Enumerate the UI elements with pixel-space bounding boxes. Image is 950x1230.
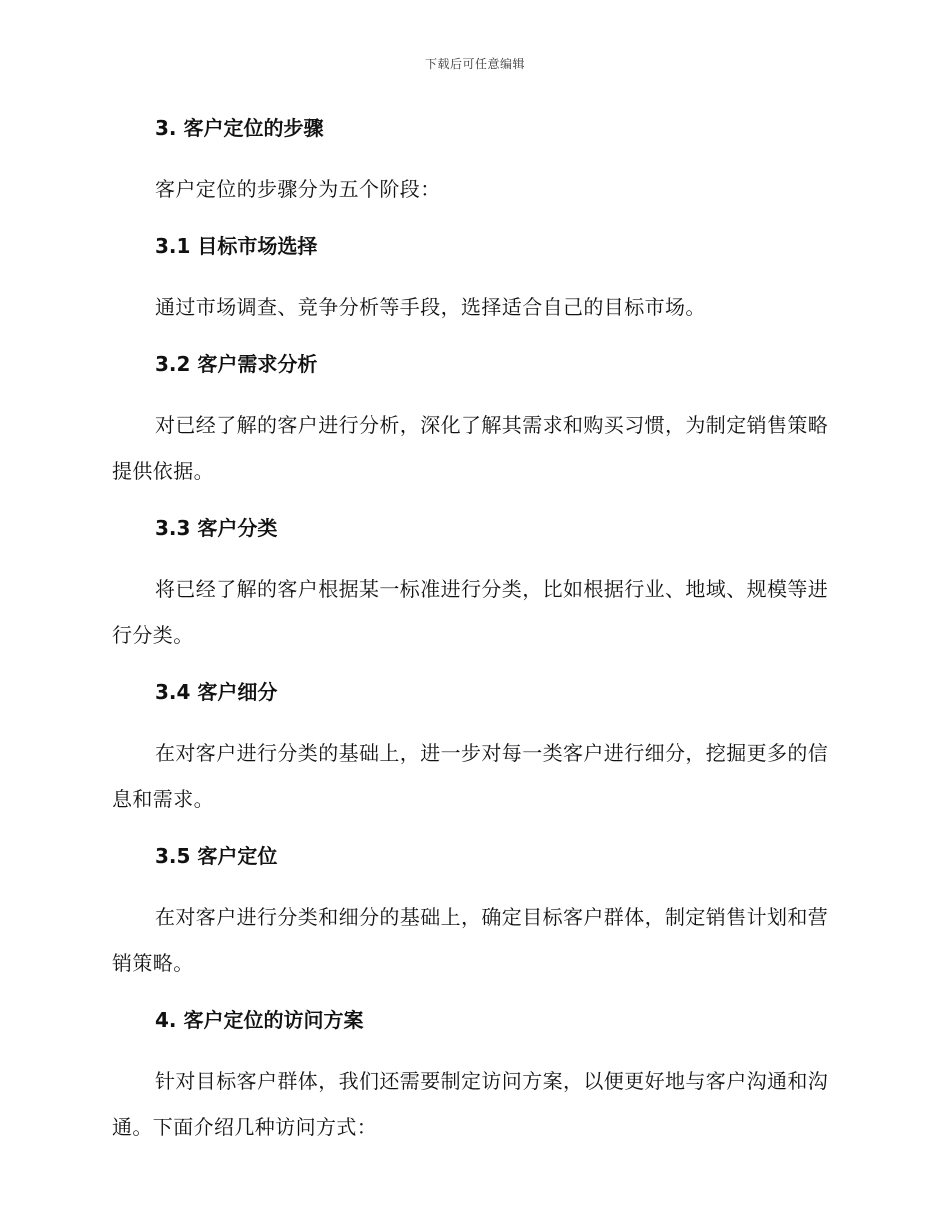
- spacer: [112, 330, 832, 346]
- spacer: [112, 212, 832, 228]
- section-3-1-paragraph: 通过市场调查、竞争分析等手段，选择适合自己的目标市场。: [155, 295, 706, 319]
- spacer: [112, 710, 832, 730]
- spacer: [112, 986, 832, 1002]
- section-4-heading: 4. 客户定位的访问方案: [155, 1008, 364, 1032]
- section-3-intro: 客户定位的步骤分为五个阶段：: [155, 177, 441, 201]
- section-3-5-paragraph: 在对客户进行分类和细分的基础上，确定目标客户群体，制定销售计划和营销策略。: [112, 905, 829, 975]
- spacer: [112, 264, 832, 284]
- spacer: [112, 874, 832, 894]
- spacer: [112, 1038, 832, 1058]
- spacer: [112, 658, 832, 674]
- spacer: [112, 822, 832, 838]
- header-note: 下载后可任意编辑: [424, 57, 525, 71]
- spacer: [112, 494, 832, 510]
- spacer: [112, 546, 832, 566]
- section-3-3-paragraph: 将已经了解的客户根据某一标准进行分类，比如根据行业、地域、规模等进行分类。: [112, 577, 829, 647]
- spacer: [112, 146, 832, 166]
- section-3-2-paragraph: 对已经了解的客户进行分析，深化了解其需求和购买习惯，为制定销售策略提供依据。: [112, 413, 829, 483]
- spacer: [112, 382, 832, 402]
- section-3-5-heading: 3.5 客户定位: [155, 844, 278, 868]
- section-4-paragraph: 针对目标客户群体，我们还需要制定访问方案，以便更好地与客户沟通和沟通。下面介绍几种访问方式：: [112, 1069, 829, 1139]
- section-3-3-heading: 3.3 客户分类: [155, 516, 278, 540]
- document-body: [112, 110, 832, 1150]
- section-3-4-heading: 3.4 客户细分: [155, 680, 278, 704]
- section-3-heading: 3. 客户定位的步骤: [155, 116, 324, 140]
- section-3-1-heading: 3.1 目标市场选择: [155, 234, 318, 258]
- section-3-4-paragraph: 在对客户进行分类的基础上，进一步对每一类客户进行细分，挖掘更多的信息和需求。: [112, 741, 829, 811]
- section-3-2-heading: 3.2 客户需求分析: [155, 352, 318, 376]
